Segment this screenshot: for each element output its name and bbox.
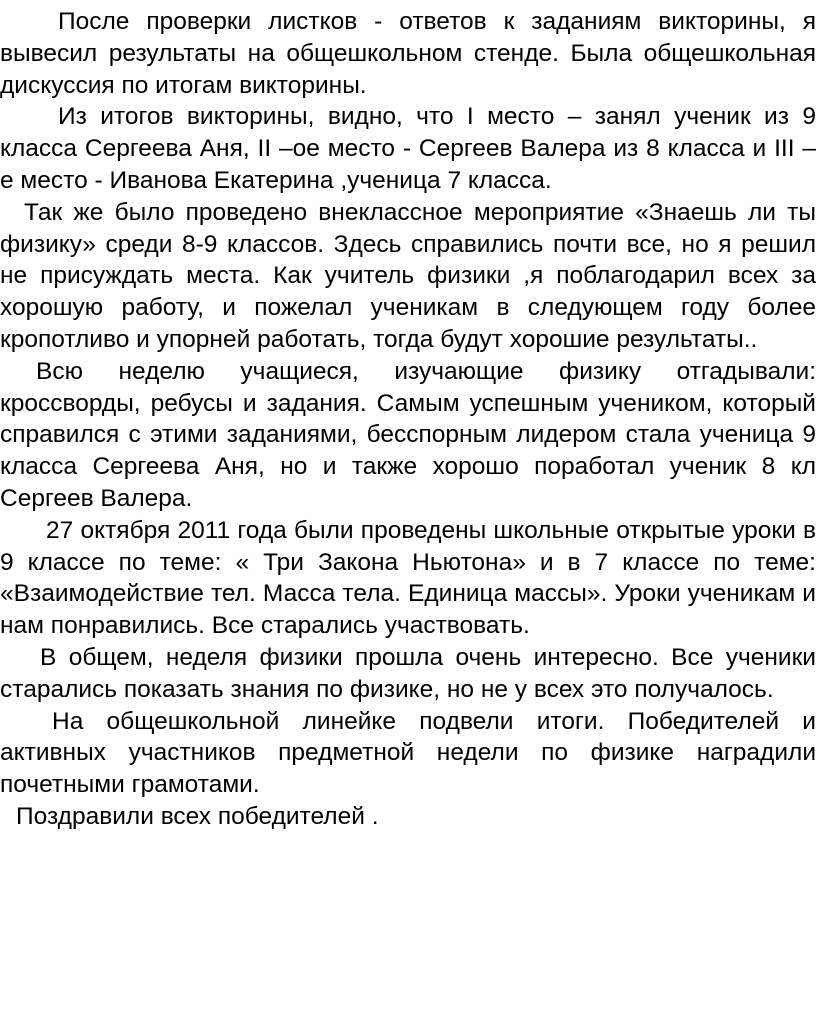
paragraph-quiz-results-posted: После проверки листков - ответов к заданиям викторины, я вывесил результаты на общешкольном стенде. Была общешкольная дискуссия по итогам викторины. — [0, 8, 816, 99]
paragraph-congratulations: Поздравили всех победителей . — [16, 802, 379, 830]
paragraph-extracurricular-event: Так же было проведено внеклассное мероприятие «Знаешь ли ты физику» среди 8-9 классов. Здесь справились почти все, но я решил не присуждать места. Как учитель физики ,я поблагодарил всех за хорошую работу, и пожелал ученикам в следующем году более кропотливо и упорней работать, тогда будут хорошие результаты.. — [0, 198, 816, 353]
paragraph-awards: На общешкольной линейке подвели итоги. Победителей и активных участников предметной недели по физике наградили почетными грамотами. — [0, 707, 816, 799]
paragraph-open-lessons: 27 октября 2011 года были проведены школьные открытые уроки в 9 классе по теме: « Три Закона Ньютона» и в 7 классе по теме: «Взаимодействие тел. Масса тела. Единица массы». Уроки ученикам и нам понравились. Все старались участвовать. — [0, 516, 816, 640]
paragraph-quiz-winners: Из итогов викторины, видно, что I место – занял ученик из 9 класса Сергеева Аня, II –ое место - Сергеев Валера из 8 класса и III – е место - Иванова Екатерина ,ученица 7 класса. — [0, 103, 816, 194]
paragraph-week-activities: Всю неделю учащиеся, изучающие физику отгадывали: кроссворды, ребусы и задания. Самым успешным учеником, который справился с этими заданиями, бесспорным лидером стала ученица 9 класса Сергеева Аня, но и также хорошо поработал ученик 8 кл Сергеев Валера. — [0, 357, 816, 512]
paragraph-week-summary: В общем, неделя физики прошла очень интересно. Все ученики старались показать знания по физике, но не у всех это получалось. — [0, 643, 816, 703]
